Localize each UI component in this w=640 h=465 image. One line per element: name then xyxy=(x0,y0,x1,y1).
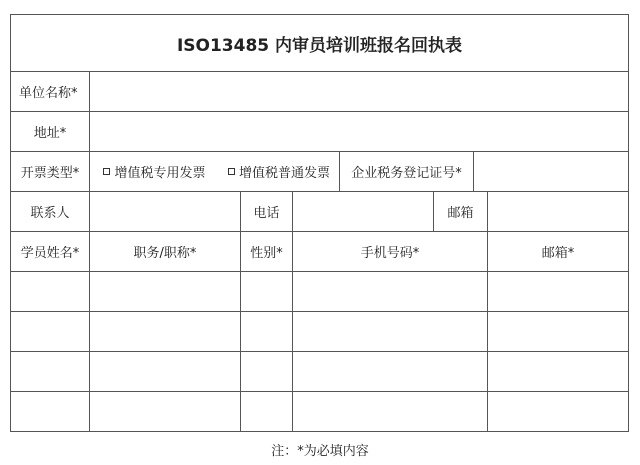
student-header-row xyxy=(11,232,628,272)
student-name-cell[interactable] xyxy=(11,272,89,311)
student-mobile-cell[interactable] xyxy=(292,312,487,351)
student-header-title: 职务/职称* xyxy=(89,232,240,271)
title-row xyxy=(11,15,628,72)
form-title: ISO13485 内审员培训班报名回执表 xyxy=(176,35,463,56)
student-email-cell[interactable] xyxy=(487,312,628,351)
student-row xyxy=(11,312,628,352)
student-name-cell[interactable] xyxy=(11,392,89,432)
contact-label: 联系人 xyxy=(30,206,70,221)
student-header-gender: 性别* xyxy=(240,232,292,271)
student-gender-cell[interactable] xyxy=(240,392,292,432)
student-title-cell[interactable] xyxy=(89,392,240,432)
contact-input[interactable] xyxy=(92,194,238,229)
student-title-cell[interactable] xyxy=(89,272,240,311)
student-row xyxy=(11,352,628,392)
address-row xyxy=(11,112,628,152)
unit-name-label: 单位名称* xyxy=(19,86,78,101)
required-note: 注：*为必填内容 xyxy=(271,444,369,459)
student-gender-cell[interactable] xyxy=(240,312,292,351)
registration-form xyxy=(10,14,629,432)
address-label: 地址* xyxy=(33,126,67,141)
email-field[interactable] xyxy=(487,192,628,231)
checkbox-general[interactable] xyxy=(228,168,235,175)
checkbox-special[interactable] xyxy=(103,168,110,175)
student-header-email: 邮箱* xyxy=(487,232,628,271)
student-row xyxy=(11,272,628,312)
student-row xyxy=(11,392,628,432)
student-mobile-cell[interactable] xyxy=(292,352,487,391)
phone-input[interactable] xyxy=(295,194,431,229)
student-mobile-cell[interactable] xyxy=(292,272,487,311)
address-input[interactable] xyxy=(92,114,626,149)
invoice-type-label: 开票类型* xyxy=(20,166,80,181)
unit-name-input[interactable] xyxy=(92,74,626,109)
student-gender-cell[interactable] xyxy=(240,352,292,391)
student-name-cell[interactable] xyxy=(11,352,89,391)
address-field[interactable] xyxy=(89,112,628,151)
invoice-option-special-label: 增值税专用发票 xyxy=(114,166,206,181)
student-email-cell[interactable] xyxy=(487,352,628,391)
contact-field[interactable] xyxy=(89,192,240,231)
tax-id-label: 企业税务登记证号* xyxy=(339,152,473,191)
unit-name-row xyxy=(11,72,628,112)
tax-id-field[interactable] xyxy=(473,152,628,191)
invoice-option-special[interactable] xyxy=(89,152,219,191)
phone-field[interactable] xyxy=(292,192,433,231)
email-label: 邮箱 xyxy=(433,192,487,231)
invoice-row xyxy=(11,152,628,192)
student-title-cell[interactable] xyxy=(89,312,240,351)
student-gender-cell[interactable] xyxy=(240,272,292,311)
student-name-cell[interactable] xyxy=(11,312,89,351)
student-email-cell[interactable] xyxy=(487,272,628,311)
student-header-mobile: 手机号码* xyxy=(292,232,487,271)
tax-id-input[interactable] xyxy=(476,154,626,189)
student-header-name: 学员姓名* xyxy=(20,246,80,261)
student-email-cell[interactable] xyxy=(487,392,628,432)
contact-row xyxy=(11,192,628,232)
student-title-cell[interactable] xyxy=(89,352,240,391)
invoice-option-general[interactable] xyxy=(219,152,339,191)
unit-name-field[interactable] xyxy=(89,72,628,111)
student-mobile-cell[interactable] xyxy=(292,392,487,432)
email-input[interactable] xyxy=(490,194,626,229)
invoice-option-general-label: 增值税普通发票 xyxy=(238,166,330,181)
phone-label: 电话 xyxy=(240,192,292,231)
